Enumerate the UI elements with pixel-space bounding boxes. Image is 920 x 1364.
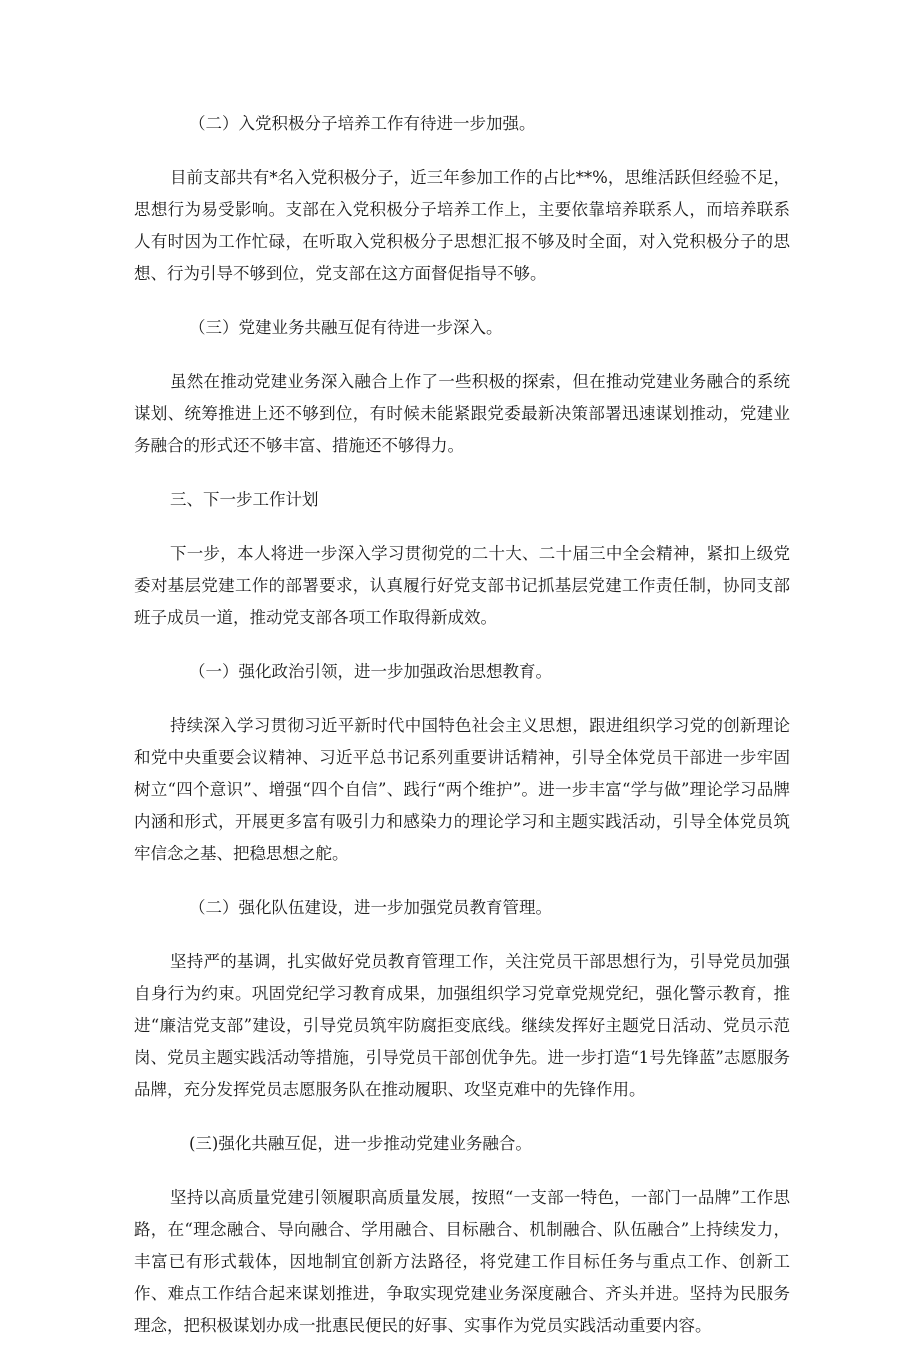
paragraph-cultivation: 目前支部共有*名入党积极分子，近三年参加工作的占比**%，思维活跃但经验不足，思想行为易受影响。支部在入党积极分子培养工作上，主要依靠培养联系人，而培养联系人有时因为工作忙碌，在听取入党积极分子思想汇报不够及时全面，对入党积极分子的思想、行为引导不够到位，党支部在这方面督促指导不够。 <box>134 168 790 283</box>
subsection-heading-mutual-promotion: (三)强化共融互促，进一步推动党建业务融合。 <box>189 1134 532 1153</box>
paragraph-team-building: 坚持严的基调，扎实做好党员教育管理工作，关注党员干部思想行为，引导党员加强自身行为约束。巩固党纪学习教育成果，加强组织学习党章党规党纪，强化警示教育，推进“廉洁党支部”建设，引导党员筑牢防腐拒变底线。继续发挥好主题党日活动、党员示范岗、党员主题实践活动等措施，引导党员干部创优争先。进一步打造“1号先锋蓝”志愿服务品牌，充分发挥党员志愿服务队在推动履职、攻坚克难中的先锋作用。 <box>134 952 790 1099</box>
paragraph-integration: 虽然在推动党建业务深入融合上作了一些积极的探索，但在推动党建业务融合的系统谋划、统筹推进上还不够到位，有时候未能紧跟党委最新决策部署迅速谋划推动，党建业务融合的形式还不够丰富、措施还不够得力。 <box>134 372 790 455</box>
document-page <box>134 108 790 1364</box>
paragraph-mutual-promotion: 坚持以高质量党建引领履职高质量发展，按照“一支部一特色，一部门一品牌”工作思路，在“理念融合、导向融合、学用融合、目标融合、机制融合、队伍融合”上持续发力，丰富已有形式载体，因地制宜创新方法路径，将党建工作目标任务与重点工作、创新工作、难点工作结合起来谋划推进，争取实现党建业务深度融合、齐头并进。坚持为民服务理念，把积极谋划办成一批惠民便民的好事、实事作为党员实践活动重要内容。 <box>134 1188 790 1335</box>
subsection-heading-integration: （三）党建业务共融互促有待进一步深入。 <box>189 318 503 337</box>
paragraph-next-steps-intro: 下一步，本人将进一步深入学习贯彻党的二十大、二十届三中全会精神，紧扣上级党委对基层党建工作的部署要求，认真履行好党支部书记抓基层党建工作责任制，协同支部班子成员一道，推动党支部各项工作取得新成效。 <box>134 544 790 627</box>
subsection-heading-team-building: （二）强化队伍建设，进一步加强党员教育管理。 <box>189 898 552 917</box>
section-heading-next-steps: 三、下一步工作计划 <box>170 490 319 509</box>
subsection-heading-political-guidance: （一）强化政治引领，进一步加强政治思想教育。 <box>189 662 552 681</box>
subsection-heading-cultivation: （二）入党积极分子培养工作有待进一步加强。 <box>189 114 536 133</box>
paragraph-political-guidance: 持续深入学习贯彻习近平新时代中国特色社会主义思想，跟进组织学习党的创新理论和党中央重要会议精神、习近平总书记系列重要讲话精神，引导全体党员干部进一步牢固树立“四个意识”、增强“四个自信”、践行“两个维护”。进一步丰富“学与做”理论学习品牌内涵和形式，开展更多富有吸引力和感染力的理论学习和主题实践活动，引导全体党员筑牢信念之基、把稳思想之舵。 <box>134 716 790 863</box>
